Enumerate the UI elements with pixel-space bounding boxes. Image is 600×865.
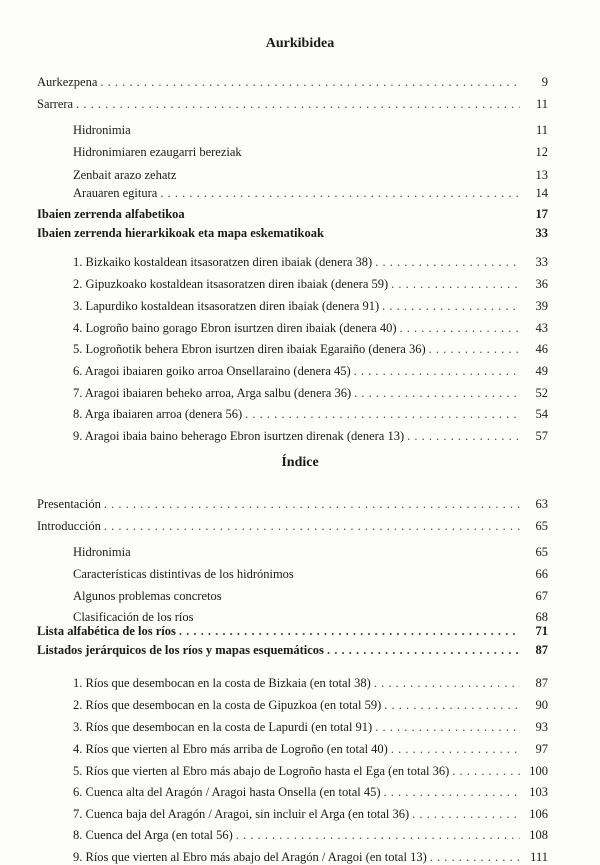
toc-entry-page: 43 — [535, 321, 548, 335]
toc-entry — [73, 320, 548, 336]
dot-leader — [160, 185, 520, 201]
toc-entry-label: Arauaren egitura — [73, 186, 158, 200]
toc-entry-page: 65 — [535, 545, 548, 559]
toc-entry — [73, 605, 548, 624]
dot-leader — [245, 140, 520, 156]
dot-leader — [384, 784, 520, 800]
toc-entry-page: 57 — [535, 429, 548, 443]
dot-leader — [375, 254, 520, 270]
toc-entry-label: 2. Ríos que desembocan en la costa de Gipuzkoa (en total 59) — [73, 698, 382, 712]
toc-entry-label: Listados jerárquicos de los ríos y mapas esquemáticos — [37, 643, 324, 657]
basque-title: Aurkibidea — [265, 36, 335, 51]
toc-entry-label: 5. Logroñotik behera Ebron isurtzen diren ibaiak Egaraiño (denera 36) — [73, 342, 426, 356]
toc-entry-label: 6. Aragoi ibaiaren goiko arroa Onsellaraino (denera 45) — [73, 364, 351, 378]
toc-entry-page: 54 — [535, 407, 548, 421]
toc-entry — [37, 221, 548, 240]
toc-entry-page: 52 — [535, 386, 548, 400]
toc-entry-page: 67 — [535, 589, 548, 603]
dot-leader — [391, 276, 520, 292]
dot-leader — [407, 428, 520, 444]
toc-entry-label: 8. Cuenca del Arga (en total 56) — [73, 828, 233, 842]
toc-entry — [73, 849, 548, 865]
toc-entry-label: 4. Ríos que vierten al Ebro más arriba de Logroño (en total 40) — [73, 742, 388, 756]
dot-leader — [188, 202, 520, 218]
dot-leader — [100, 74, 520, 90]
dot-leader — [391, 741, 520, 757]
toc-entry — [73, 741, 548, 757]
dot-leader — [327, 642, 520, 658]
toc-entry-label: Hidronimiaren ezaugarri bereziak — [73, 145, 242, 159]
toc-entry-page: 87 — [535, 676, 548, 690]
toc-entry-label: Zenbait arazo zehatz — [73, 168, 177, 182]
dot-leader — [134, 118, 520, 134]
toc-entry-label: 2. Gipuzkoako kostaldean itsasoratzen diren ibaiak (denera 59) — [73, 277, 389, 291]
dot-leader — [430, 849, 520, 865]
toc-entry-page: 100 — [529, 764, 548, 778]
toc-entry-page: 65 — [535, 519, 548, 533]
toc-entry-label: 9. Ríos que vierten al Ebro más abajo del Aragón / Aragoi (en total 13) — [73, 850, 427, 864]
toc-entry-page: 17 — [535, 207, 548, 221]
toc-entry-page: 68 — [535, 610, 548, 624]
dot-leader — [375, 719, 520, 735]
dot-leader — [104, 496, 520, 512]
dot-leader — [374, 675, 520, 691]
toc-entry-label: 8. Arga ibaiaren arroa (denera 56) — [73, 407, 243, 421]
toc-entry — [37, 74, 548, 90]
toc-entry — [73, 562, 548, 581]
dot-leader — [245, 406, 520, 422]
dot-leader — [236, 827, 520, 843]
toc-entry-label: 3. Ríos que desembocan en la costa de Lapurdi (en total 91) — [73, 720, 373, 734]
toc-entry-label: 6. Cuenca alta del Aragón / Aragoi hasta Onsella (en total 45) — [73, 785, 381, 799]
toc-entry — [37, 96, 548, 112]
toc-entry — [73, 675, 548, 691]
toc-entry-page: 93 — [535, 720, 548, 734]
spanish-title: Índice — [281, 455, 319, 470]
toc-entry — [73, 428, 548, 444]
dot-leader — [297, 562, 520, 578]
toc-entry — [73, 140, 548, 159]
toc-entry — [37, 642, 548, 658]
dot-leader — [179, 623, 520, 639]
dot-leader — [452, 763, 520, 779]
toc-entry — [73, 763, 548, 779]
toc-entry-page: 66 — [535, 567, 548, 581]
toc-entry — [73, 697, 548, 713]
toc-entry-page: 13 — [535, 168, 548, 182]
dot-leader — [76, 96, 520, 112]
toc-entry-label: Características distintivas de los hidrónimos — [73, 567, 294, 581]
dot-leader — [134, 540, 520, 556]
dot-leader — [179, 163, 520, 179]
toc-entry-page: 39 — [535, 299, 548, 313]
toc-entry — [73, 584, 548, 603]
toc-entry — [73, 385, 548, 401]
toc-entry-page: 9 — [541, 75, 548, 89]
dot-leader — [354, 385, 520, 401]
toc-entry — [73, 806, 548, 822]
toc-entry — [73, 298, 548, 314]
toc-entry-page: 11 — [535, 123, 548, 137]
toc-entry — [73, 341, 548, 357]
toc-entry-label: Hidronimia — [73, 123, 131, 137]
toc-entry-page: 71 — [535, 624, 548, 638]
toc-entry-page: 97 — [535, 742, 548, 756]
toc-entry-label: Presentación — [37, 497, 101, 511]
toc-entry-page: 14 — [535, 186, 548, 200]
toc-entry-page: 46 — [535, 342, 548, 356]
toc-entry-page: 33 — [535, 255, 548, 269]
toc-entry — [73, 784, 548, 800]
toc-entry-label: 9. Aragoi ibaia baino beherago Ebron isurtzen direnak (denera 13) — [73, 429, 405, 443]
toc-entry-label: 7. Cuenca baja del Aragón / Aragoi, sin incluir el Arga (en total 36) — [73, 807, 410, 821]
toc-entry — [73, 827, 548, 843]
dot-leader — [412, 806, 520, 822]
toc-entry — [37, 518, 548, 534]
toc-entry-label: Clasificación de los ríos — [73, 610, 194, 624]
toc-entry-label: 1. Bizkaiko kostaldean itsasoratzen diren ibaiak (denera 38) — [73, 255, 373, 269]
toc-entry — [73, 118, 548, 137]
toc-entry-label: Algunos problemas concretos — [73, 589, 222, 603]
toc-entry-label: 4. Logroño baino gorago Ebron isurtzen diren ibaiak (denera 40) — [73, 321, 397, 335]
dot-leader — [400, 320, 520, 336]
toc-entry — [37, 496, 548, 512]
toc-entry-label: 5. Ríos que vierten al Ebro más abajo de Logroño hasta el Ega (en total 36) — [73, 764, 450, 778]
toc-entry-page: 111 — [530, 850, 548, 864]
dot-leader — [382, 298, 520, 314]
toc-entry-label: Aurkezpena — [37, 75, 98, 89]
dot-leader — [429, 341, 520, 357]
toc-entry-page: 11 — [535, 97, 548, 111]
dot-leader — [354, 363, 520, 379]
toc-entry-page: 33 — [535, 226, 548, 240]
toc-entry-label: Hidronimia — [73, 545, 131, 559]
toc-entry — [73, 406, 548, 422]
toc-entry — [73, 185, 548, 201]
toc-entry-page: 49 — [535, 364, 548, 378]
dot-leader — [225, 584, 520, 600]
toc-entry-page: 103 — [529, 785, 548, 799]
toc-entry-label: 1. Ríos que desembocan en la costa de Bizkaia (en total 38) — [73, 676, 371, 690]
toc-entry-label: Ibaien zerrenda hierarkikoak eta mapa eskematikoak — [37, 226, 324, 240]
toc-entry-page: 90 — [535, 698, 548, 712]
dot-leader — [104, 518, 520, 534]
toc-entry-label: Lista alfabética de los ríos — [37, 624, 176, 638]
toc-entry — [73, 254, 548, 270]
toc-entry — [73, 540, 548, 559]
toc-entry-label: Sarrera — [37, 97, 74, 111]
toc-entry-page: 36 — [535, 277, 548, 291]
toc-entry-label: Ibaien zerrenda alfabetikoa — [37, 207, 185, 221]
toc-entry — [37, 623, 548, 639]
dot-leader — [384, 697, 520, 713]
toc-entry — [37, 202, 548, 221]
toc-entry-page: 63 — [535, 497, 548, 511]
toc-entry — [73, 363, 548, 379]
toc-entry — [73, 719, 548, 735]
dot-leader — [196, 605, 520, 621]
toc-entry — [73, 163, 548, 182]
toc-entry-page: 12 — [535, 145, 548, 159]
toc-entry-page: 106 — [529, 807, 548, 821]
toc-entry-label: 3. Lapurdiko kostaldean itsasoratzen diren ibaiak (denera 91) — [73, 299, 380, 313]
toc-entry-page: 108 — [529, 828, 548, 842]
dot-leader — [327, 221, 520, 237]
toc-entry-label: Introducción — [37, 519, 101, 533]
toc-entry-page: 87 — [535, 643, 548, 657]
toc-entry-label: 7. Aragoi ibaiaren beheko arroa, Arga salbu (denera 36) — [73, 386, 352, 400]
toc-entry — [73, 276, 548, 292]
